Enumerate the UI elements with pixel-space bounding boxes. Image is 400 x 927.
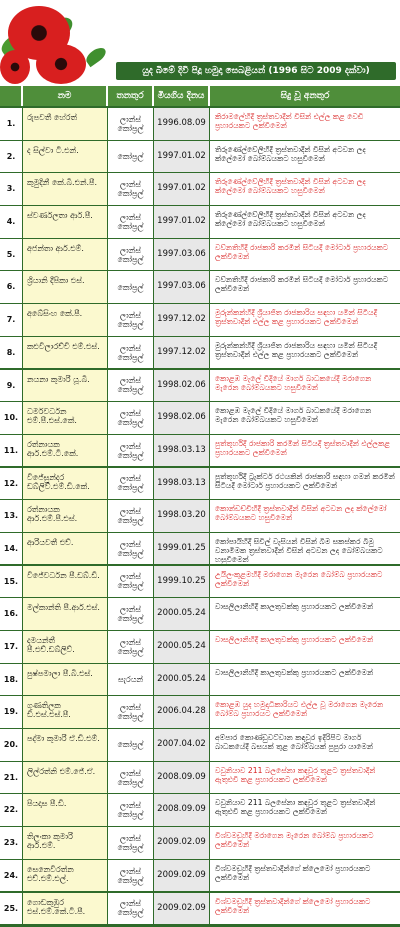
row-event: පුත්තූර්හිදී ට්‍රැක්ටර් රථයකින් රාජකාරි සඳහා ගමන් කරමින් සිටියදී මෝටාර් ප්‍රහාරයකට ලක්වීමෙන් — [210, 468, 400, 500]
row-rank: ලාන්ස් කෝප්‍රල් — [108, 239, 153, 271]
row-date: 2009.02.09 — [154, 893, 209, 925]
row-event: උයිලංකුළමහිදී මරාගෙන මැරෙන බෝම්බ ප්‍රහාරයකට ලක්වීමෙන් — [210, 566, 400, 598]
row-date: 1997.12.02 — [154, 304, 209, 336]
row-name: පියදාස පී.ඩී. — [23, 794, 107, 826]
row-rank: සැරයන් — [108, 664, 153, 696]
table-row — [0, 337, 400, 369]
row-date: 1998.03.20 — [154, 500, 209, 532]
table-row — [0, 239, 400, 271]
row-rank: ලාන්ස් කෝප්‍රල් — [108, 108, 153, 140]
row-event: කොළඹ මැලේ වීදියේ මාර්ග බාධකයේදී මරාගෙන මැරෙන බෝම්බයකට හසුවීමෙන් — [210, 402, 400, 434]
row-name: රත්නායක ආර්.එම්.ටී.කේ. — [23, 435, 107, 467]
row-event: වාසලිලානිහිදී කාලතුවක්කු ප්‍රහාරයකට ලක්වීමෙන් — [210, 631, 400, 663]
table-row — [0, 304, 400, 336]
table-row — [0, 435, 400, 467]
row-number: 4. — [0, 206, 22, 238]
row-date: 2007.04.02 — [154, 729, 209, 761]
row-name: කුමුදිනී කේ.බී.එන්.පී. — [23, 173, 107, 205]
row-rank: ලාන්ස් කෝප්‍රල් — [108, 402, 153, 434]
poppy-flower-icon — [0, 50, 30, 84]
table-body — [0, 108, 400, 925]
row-name: විජේවර්ධන පී.ඩබ්.ඩී. — [23, 566, 107, 598]
row-name: ගුණතිලක ඩී.එස්.එස්.පී. — [23, 696, 107, 728]
row-number: 6. — [0, 271, 22, 303]
row-rank: ලාන්ස් කෝප්‍රල් — [108, 827, 153, 859]
row-event: තිරුණේල්වේලිහිදී ත්‍රස්තවාදීන් විසින් අටවන ලද ක්ලේමෝ බෝම්බයකට හසුවීමෙන් — [210, 141, 400, 173]
column-header-name: නම — [23, 86, 108, 106]
table-row — [0, 141, 400, 173]
row-event: වවුනියාව 211 බලසේනා කඳවුර තුළට ත්‍රස්තවාදීන් ඇතුළුවී කළ ප්‍රහාරයකට ලක්වීමෙන් — [210, 794, 400, 826]
table-row — [0, 794, 400, 826]
column-header-date: මියගිය දිනය — [154, 86, 210, 106]
header-banner — [0, 0, 400, 86]
table-row — [0, 631, 400, 663]
table-row — [0, 533, 400, 565]
row-number: 25. — [0, 893, 22, 925]
table-row — [0, 762, 400, 794]
column-header-event: සිදු වූ අනතුර — [210, 86, 400, 106]
row-date: 2000.05.24 — [154, 598, 209, 630]
table-row — [0, 173, 400, 205]
row-event: තිරුණේල්වේලිහිදී ත්‍රස්තවාදීන් විසින් අටවන ලද ක්ලේමෝ බෝම්බයකට හසුවීමෙන් — [210, 206, 400, 238]
row-number: 24. — [0, 860, 22, 892]
row-date: 2009.02.09 — [154, 860, 209, 892]
row-date: 1998.02.06 — [154, 402, 209, 434]
row-event: පුත්තූර්හිදී රාජකාරි කරමින් සිටියදී ත්‍රස්තවාදීන් එල්ලකළ ප්‍රහාරයකට ලක්වීමෙන් — [210, 435, 400, 467]
row-event: වාසලිලානිහිදී කාලතුවක්කු ප්‍රහාරයකට ලක්වීමෙන් — [210, 598, 400, 630]
row-date: 1997.01.02 — [154, 141, 209, 173]
row-number: 22. — [0, 794, 22, 826]
row-event: කිරාමලේහිදී ත්‍රස්තවාදීන් විසින් එල්ල කළ වෙඩි ප්‍රහාරයකට ලක්වීමෙන් — [210, 108, 400, 140]
row-rank: ලාන්ස් කෝප්‍රල් — [108, 860, 153, 892]
row-name: දමයන්තී පී.එච්.ඩබ්ලිව්. — [23, 631, 107, 663]
row-rank: ලාන්ස් කෝප්‍රල් — [108, 206, 153, 238]
row-name: පුෂ්පමාලා පී.බී.එස්. — [23, 664, 107, 696]
row-rank: ලාන්ස් කෝප්‍රල් — [108, 435, 153, 467]
row-date: 2008.09.09 — [154, 794, 209, 826]
row-number: 23. — [0, 827, 22, 859]
row-rank: ලාන්ස් කෝප්‍රල් — [108, 794, 153, 826]
row-rank: ලාන්ස් කෝප්‍රල් — [108, 696, 153, 728]
row-number: 2. — [0, 141, 22, 173]
row-date: 1997.12.02 — [154, 337, 209, 369]
row-rank: ලාන්ස් කෝප්‍රල් — [108, 598, 153, 630]
row-rank: ලාන්ස් කෝප්‍රල් — [108, 566, 153, 598]
row-number: 16. — [0, 598, 22, 630]
row-name: ධර්මවර්ධන එම්.පී.එස්.කේ. — [23, 402, 107, 434]
row-rank: ලාන්ස් කෝප්‍රල් — [108, 337, 153, 369]
row-number: 3. — [0, 173, 22, 205]
table-row — [0, 696, 400, 728]
table-row — [0, 729, 400, 761]
table-row — [0, 598, 400, 630]
table-row — [0, 468, 400, 500]
row-event: විශ්වමඩුහිදී ත්‍රස්තවාදීන්ගේ ක්ලෙමෝ ප්‍රහාරයකට ලක්වීමෙන් — [210, 860, 400, 892]
row-rank: ලාන්ස් කෝප්‍රල් — [108, 173, 153, 205]
row-name: ශ්‍රියානි දීපිකා එස්. — [23, 271, 107, 303]
table-row — [0, 402, 400, 434]
row-date: 1998.03.13 — [154, 435, 209, 467]
row-event: අම්පාර කොණ්ඩුවට්වාන කඳවුර ඉදිරිපිට මාර්ග බාධකයේදී බසයක් තුළ බෝම්බයක් පුපුරා යාමෙන් — [210, 729, 400, 761]
row-name: නයනා කුමාරි යූ.බී. — [23, 370, 107, 402]
row-date: 1998.03.13 — [154, 468, 209, 500]
row-date: 1997.01.02 — [154, 173, 209, 205]
row-date: 2000.05.24 — [154, 664, 209, 696]
row-event: කොළඹ මැලේ වීදියේ මාර්ග බාධකයේදී මරාගෙන මැරෙන බෝම්බයකට හසුවීමෙන් — [210, 370, 400, 402]
row-number: 13. — [0, 500, 22, 532]
column-header-rank: තනතුර — [108, 86, 154, 106]
row-name: ගොඩකුඹුර එස්.එම්.කේ.ටී.පී. — [23, 893, 107, 925]
leaf-decoration — [84, 45, 109, 67]
row-number: 15. — [0, 566, 22, 598]
row-event: කොන්ඩච්චිහිදී ත්‍රස්තවාදීන් විසින් අටවන ලද ක්ලේමෝ බෝම්බයකට හසුවීමෙන් — [210, 500, 400, 532]
page-title: යුද බිමේ දිවි පිදූ හමුදා සෙබළියන් (1996 සිට 2009 දක්වා) — [116, 62, 396, 80]
row-number: 7. — [0, 304, 22, 336]
row-event: වාසලිලානිහිදී කාලතුවක්කු ප්‍රහාරයකට ලක්වීමෙන් — [210, 664, 400, 696]
row-rank: ලාන්ස් කෝප්‍රල් — [108, 533, 153, 565]
row-rank: ලාන්ස් කෝප්‍රල් — [108, 468, 153, 500]
row-name: අබේසිංහ කේ.පී. — [23, 304, 107, 336]
row-event: වව්නතිහිදී රාජකාරි කරමින් සිටියදී මෝටාර් ප්‍රහාරයකට ලක්වීමෙන් — [210, 239, 400, 271]
table-row — [0, 206, 400, 238]
table-row — [0, 893, 400, 925]
row-event: වවුනියාව 211 බලසේනා කඳවුර තුළට ත්‍රස්තවාදීන් ඇතුළුවී කළ ප්‍රහාරයකට ලක්වීමෙන් — [210, 762, 400, 794]
table-row — [0, 566, 400, 598]
row-number: 5. — [0, 239, 22, 271]
row-name: අජන්තා ආර්.එම්. — [23, 239, 107, 271]
row-date: 1999.10.25 — [154, 566, 209, 598]
table-row — [0, 827, 400, 859]
row-rank: ලාන්ස් කෝප්‍රල් — [108, 893, 153, 925]
row-name: සෙනෙවිරත්න එච්.එම්.එල්. — [23, 860, 107, 892]
row-rank: ලාන්ස් කෝප්‍රල් — [108, 304, 153, 336]
table-row — [0, 271, 400, 303]
table-row — [0, 370, 400, 402]
row-number: 18. — [0, 664, 22, 696]
row-name: විජේසුන්දර ඩබ්ලිව්.එම්.ඩී.කේ. — [23, 468, 107, 500]
row-date: 2009.02.09 — [154, 827, 209, 859]
row-rank: ලාන්ස් කෝප්‍රල් — [108, 762, 153, 794]
row-number: 17. — [0, 631, 22, 663]
row-name: ද සිල්වා ටී.එන්. — [23, 141, 107, 173]
column-header-number — [0, 86, 23, 106]
row-name: රත්නායක ආර්.එම්.පී.එස්. — [23, 500, 107, 532]
row-date: 1999.01.25 — [154, 533, 209, 565]
row-date: 1997.03.06 — [154, 271, 209, 303]
row-number: 19. — [0, 696, 22, 728]
row-date: 2000.05.24 — [154, 631, 209, 663]
row-name: ස්වර්ණලතා ආර්.පී. — [23, 206, 107, 238]
row-number: 9. — [0, 370, 22, 402]
row-event: වව්නතිහිදී රාජකාරි කරමින් සිටියදී මෝටාර් ප්‍රහාරයකට ලක්වීමෙන් — [210, 271, 400, 303]
row-event: විශ්වමඩුහිදී ත්‍රස්තවාදීන්ගේ ක්ලෙමෝ ප්‍රහාරයකට ලක්වීමෙන් — [210, 893, 400, 925]
row-number: 20. — [0, 729, 22, 761]
row-date: 2006.04.28 — [154, 696, 209, 728]
row-date: 1997.03.06 — [154, 239, 209, 271]
row-event: තිරුණේල්වේලිහිදී ත්‍රස්තවාදීන් විසින් අටවන ලද ක්ලේමෝ බෝම්බයකට හසුවීමෙන් — [210, 173, 400, 205]
row-date: 1997.01.02 — [154, 206, 209, 238]
row-number: 1. — [0, 108, 22, 140]
row-number: 11. — [0, 435, 22, 467]
row-number: 10. — [0, 402, 22, 434]
row-name: පද්මා කුමාරි ඒ.ඩී.එම්. — [23, 729, 107, 761]
poppy-flower-icon — [36, 44, 86, 84]
row-number: 21. — [0, 762, 22, 794]
row-event: විශ්වමඩුහිදී මරාගෙන මැරෙන බෝම්බ ප්‍රහාරයකට ලක්වීමෙන් — [210, 827, 400, 859]
table-row — [0, 860, 400, 892]
row-rank: කෝප්‍රල් — [108, 729, 153, 761]
row-rank: ලාන්ස් කෝප්‍රල් — [108, 370, 153, 402]
row-name: තිලංකා කුමාරි ආර්.එම්. — [23, 827, 107, 859]
row-name: ලිල්රත්නි එම්.ජේ.ඒ. — [23, 762, 107, 794]
row-event: මුරුන්කන්හිදී ශ්‍රියාජිත රාජකාරිය සඳහා යමින් සිටියදී ත්‍රස්තවාදීන් එල්ල කළ ප්‍රහාරයකට ලක්වීමෙන් — [210, 337, 400, 369]
row-name: මල්කාන්ති පී.ආර්.එස්. — [23, 598, 107, 630]
row-name: රුපවතී හේරත් — [23, 108, 107, 140]
row-rank: කෝප්‍රල් — [108, 141, 153, 173]
row-number: 14. — [0, 533, 22, 565]
row-rank: කෝප්‍රල් — [108, 271, 153, 303]
row-date: 1998.02.06 — [154, 370, 209, 402]
table-row — [0, 500, 400, 532]
row-name: කළුවිලාරච්චි එම්.එස්. — [23, 337, 107, 369]
row-number: 12. — [0, 468, 22, 500]
row-event: කෝපායිහිදී සිවිල් වැසියන් විසින් බිම සකස්කර බිමු වනාමිමක ත්‍රස්තවාදීන් විසින් අටවන ලද බෝම්බයකට හසුවීමෙන් — [210, 533, 400, 565]
row-rank: ලාන්ස් කෝප්‍රල් — [108, 631, 153, 663]
table-row — [0, 664, 400, 696]
row-date: 2008.09.09 — [154, 762, 209, 794]
row-name: ආරියවතී එච්. — [23, 533, 107, 565]
table-row — [0, 108, 400, 140]
row-event: කොළඹ යුද හමුදාධිකාරියට එල්ල වූ මරාගෙන මැරෙන බෝම්බ ප්‍රහාරයට ලක්වීමෙන් — [210, 696, 400, 728]
row-rank: ලාන්ස් කෝප්‍රල් — [108, 500, 153, 532]
row-event: මුරුන්කන්හිදී ශ්‍රියාජිත රාජකාරිය සඳහා යමින් සිටියදී ත්‍රස්තවාදීන් එල්ල කළ ප්‍රහාරයකට ලක්වීමෙන් — [210, 304, 400, 336]
row-date: 1996.08.09 — [154, 108, 209, 140]
row-number: 8. — [0, 337, 22, 369]
